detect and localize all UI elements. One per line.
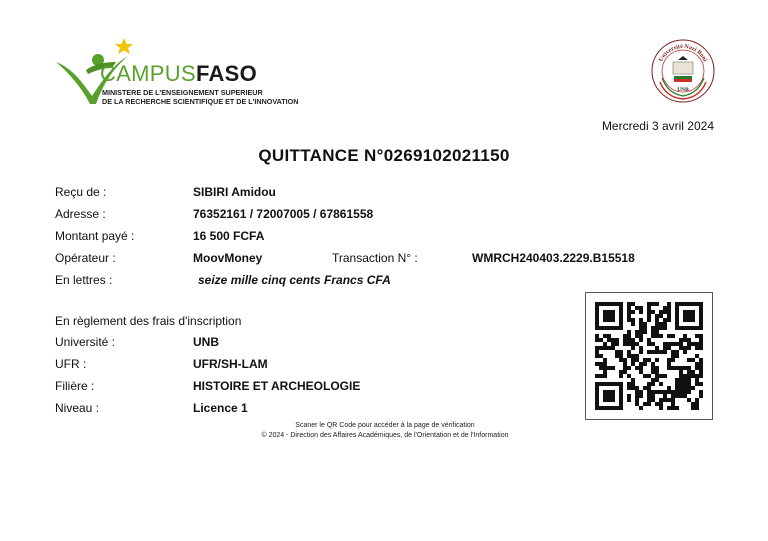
ufr-label: UFR : — [55, 357, 87, 371]
logo-campus-text: CAMPUS — [100, 61, 196, 86]
niveau-value: Licence 1 — [193, 401, 248, 415]
adresse-label: Adresse : — [55, 207, 106, 221]
qr-note: Scaner le QR Code pour accéder à la page de vérification — [295, 422, 475, 429]
university-seal-logo — [650, 38, 716, 104]
recu-label: Reçu de : — [55, 185, 107, 199]
niveau-label: Niveau : — [55, 401, 100, 415]
copyright: © 2024 - Direction des Affaires Académiques, de l'Orientation et de l'Information — [261, 432, 509, 439]
lettres-label: En lettres : — [55, 273, 113, 287]
logo-wordmark — [100, 62, 257, 86]
universite-value: UNB — [193, 335, 219, 349]
document-date: Mercredi 3 avril 2024 — [601, 119, 714, 133]
logo-ministry-line1: MINISTERE DE L'ENSEIGNEMENT SUPERIEUR — [102, 88, 263, 97]
montant-label: Montant payé : — [55, 229, 135, 243]
logo-ministry-line2: DE LA RECHERCHE SCIENTIFIQUE ET DE L'INNOVATION — [102, 97, 299, 106]
qr-code-frame[interactable] — [585, 292, 713, 420]
montant-value: 16 500 FCFA — [193, 229, 265, 243]
recu-value: SIBIRI Amidou — [193, 185, 276, 199]
seal-abbr: UNB — [677, 87, 689, 93]
filiere-value: HISTOIRE ET ARCHEOLOGIE — [193, 379, 361, 393]
reglement-heading: En règlement des frais d'inscription — [55, 314, 242, 328]
transaction-value: WMRCH240403.2229.B15518 — [472, 251, 635, 265]
filiere-label: Filière : — [55, 379, 95, 393]
lettres-value: seize mille cinq cents Francs CFA — [198, 273, 391, 287]
operateur-label: Opérateur : — [55, 251, 116, 265]
operateur-value: MoovMoney — [193, 251, 263, 265]
ufr-value: UFR/SH-LAM — [193, 357, 268, 371]
receipt-title: QUITTANCE N°0269102021150 — [258, 146, 510, 165]
transaction-label: Transaction N° : — [332, 251, 418, 265]
seal-text: Université Nazi Boni — [658, 43, 708, 63]
qr-code-icon[interactable] — [595, 302, 703, 410]
logo-faso-text: FASO — [195, 61, 258, 86]
universite-label: Université : — [55, 335, 116, 349]
adresse-value: 76352161 / 72007005 / 67861558 — [193, 207, 374, 221]
